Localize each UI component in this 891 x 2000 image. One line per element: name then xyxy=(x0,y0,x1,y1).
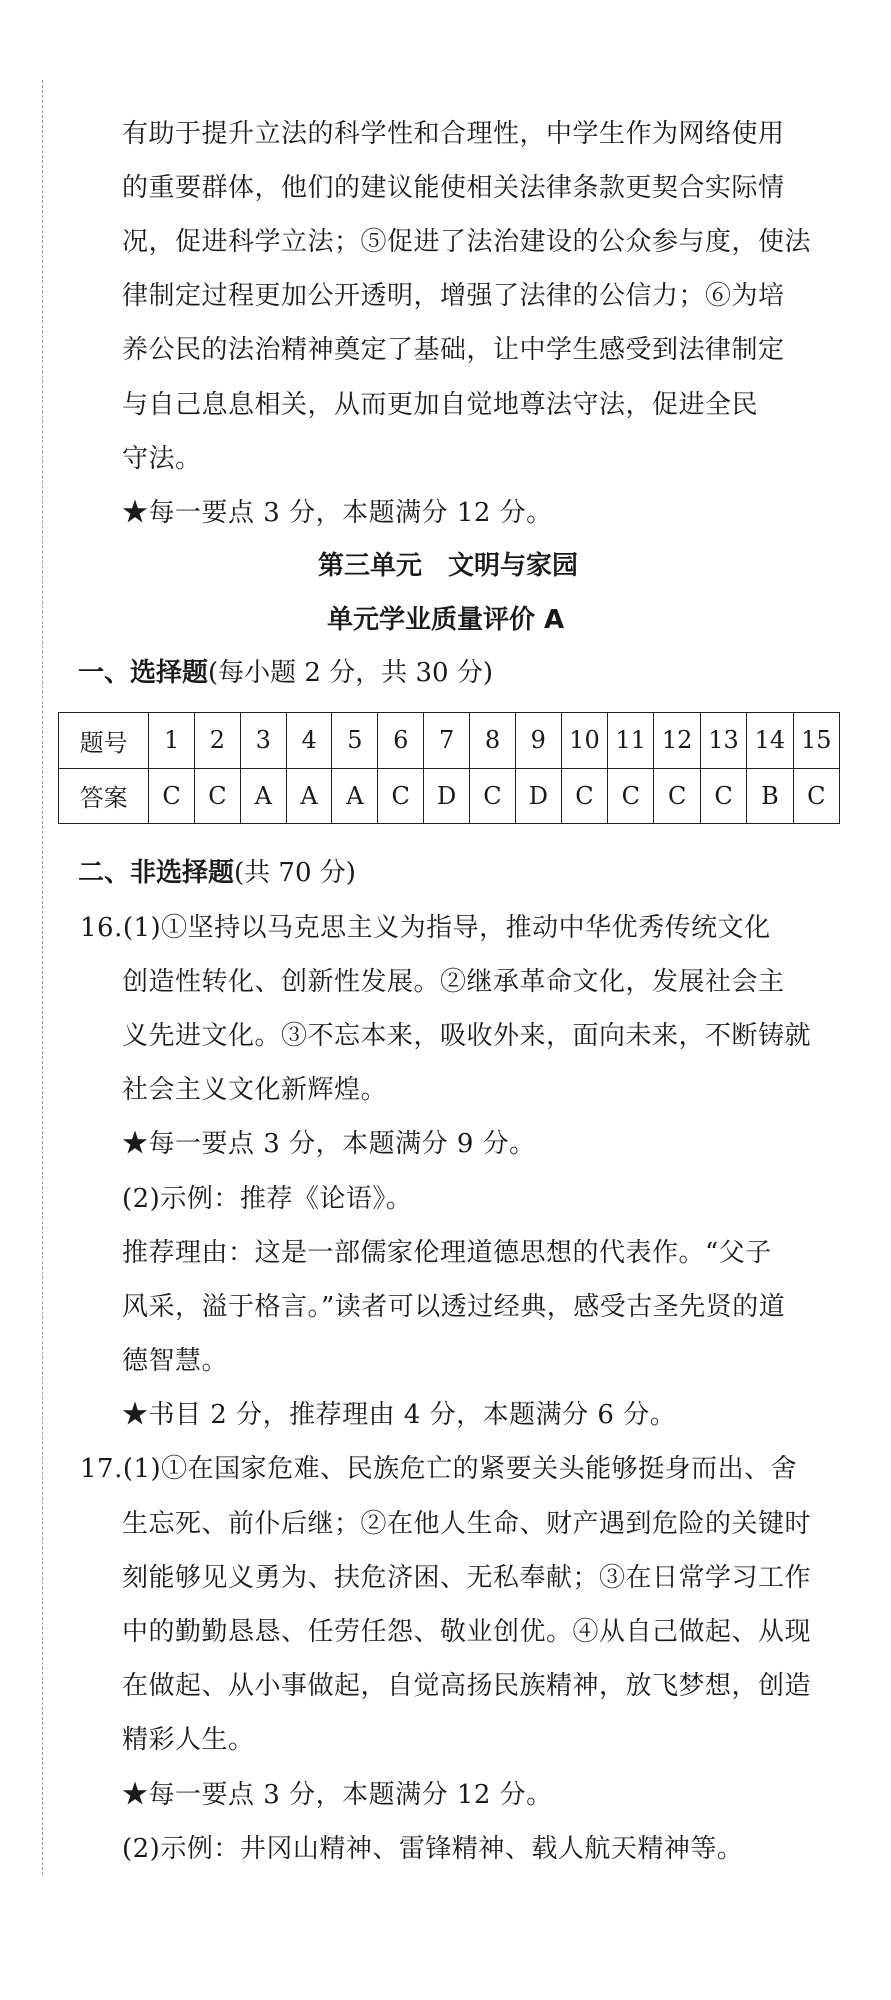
question-number-cell: 3 xyxy=(240,713,286,769)
question-number-cell: 2 xyxy=(195,713,241,769)
table-row-label: 答案 xyxy=(59,768,149,824)
text-line: 养公民的法治精神奠定了基础，让中学生感受到法律制定 xyxy=(122,335,785,365)
section-note: (共 70 分) xyxy=(234,858,356,888)
answer-cell: C xyxy=(654,768,700,824)
text-line: 律制定过程更加公开透明，增强了法律的公信力；⑥为培 xyxy=(122,281,785,311)
question-number-cell: 4 xyxy=(286,713,332,769)
answer-cell: D xyxy=(515,768,561,824)
table-row-numbers xyxy=(59,713,840,769)
question-number-cell: 12 xyxy=(654,713,700,769)
q16-line: 16.(1)①坚持以马克思主义为指导，推动中华优秀传统文化 xyxy=(80,913,771,943)
question-number-cell: 14 xyxy=(747,713,793,769)
section-note: (每小题 2 分，共 30 分) xyxy=(208,658,493,688)
answer-cell: C xyxy=(378,768,424,824)
section-title: 一、选择题 xyxy=(78,658,209,688)
answer-cell: A xyxy=(240,768,286,824)
table-row-label: 题号 xyxy=(59,713,149,769)
answer-table xyxy=(58,712,840,824)
answer-cell: D xyxy=(424,768,470,824)
q17-line: 中的勤勤恳恳、任劳任怨、敬业创优。④从自己做起、从现 xyxy=(122,1617,812,1647)
text-line: 与自己息息相关，从而更加自觉地尊法守法，促进全民 xyxy=(122,390,759,420)
question-number-cell: 5 xyxy=(332,713,378,769)
text-line: 有助于提升立法的科学性和合理性，中学生作为网络使用 xyxy=(122,119,785,149)
question-number-cell: 8 xyxy=(470,713,516,769)
question-number-cell: 11 xyxy=(608,713,654,769)
text-line: 的重要群体，他们的建议能使相关法律条款更契合实际情 xyxy=(122,173,785,203)
question-number-cell: 10 xyxy=(561,713,607,769)
question-number-cell: 7 xyxy=(424,713,470,769)
q16-line: 义先进文化。③不忘本来，吸收外来，面向未来，不断铸就 xyxy=(122,1021,812,1051)
answer-cell: C xyxy=(608,768,654,824)
q16-line: 社会主义文化新辉煌。 xyxy=(122,1075,388,1105)
score-note: ★每一要点 3 分，本题满分 12 分。 xyxy=(122,1780,553,1810)
q17-line: 在做起、从小事做起，自觉高扬民族精神，放飞梦想，创造 xyxy=(122,1671,812,1701)
q17-line: 精彩人生。 xyxy=(122,1725,255,1755)
answer-cell: C xyxy=(700,768,746,824)
q16-line: 创造性转化、创新性发展。②继承革命文化，发展社会主 xyxy=(122,967,785,997)
reason-line: 推荐理由：这是一部儒家伦理道德思想的代表作。“父子 xyxy=(122,1238,772,1268)
answer-cell: C xyxy=(149,768,195,824)
text-line: 守法。 xyxy=(122,444,202,474)
answer-cell: C xyxy=(793,768,839,824)
q17-line: 刻能够见义勇为、扶危济困、无私奉献；③在日常学习工作 xyxy=(122,1563,812,1593)
q17-line: 17.(1)①在国家危难、民族危亡的紧要关头能够挺身而出、舍 xyxy=(80,1454,798,1484)
section-title: 二、非选择题 xyxy=(78,858,235,888)
section-heading-nonchoice xyxy=(78,856,356,890)
answer-cell: C xyxy=(470,768,516,824)
reason-line: 风采，溢于格言。”读者可以透过经典，感受古圣先贤的道 xyxy=(122,1292,786,1322)
q16-part2: (2)示例：推荐《论语》。 xyxy=(122,1184,413,1214)
q17-line: 生忘死、前仆后继；②在他人生命、财产遇到危险的关键时 xyxy=(122,1509,812,1539)
question-number-cell: 15 xyxy=(793,713,839,769)
section-heading-choice xyxy=(78,656,493,690)
question-number-cell: 6 xyxy=(378,713,424,769)
answer-cell: B xyxy=(747,768,793,824)
question-number-cell: 1 xyxy=(149,713,195,769)
answer-cell: C xyxy=(195,768,241,824)
question-number-cell: 9 xyxy=(515,713,561,769)
score-note: ★每一要点 3 分，本题满分 9 分。 xyxy=(122,1129,536,1159)
binding-margin-line xyxy=(42,80,43,1875)
question-number-cell: 13 xyxy=(700,713,746,769)
table-row-answers xyxy=(59,768,840,824)
evaluation-title: 单元学业质量评价 A xyxy=(327,605,565,635)
score-note: ★书目 2 分，推荐理由 4 分，本题满分 6 分。 xyxy=(122,1400,677,1430)
reason-line: 德智慧。 xyxy=(122,1346,229,1376)
answer-cell: C xyxy=(561,768,607,824)
score-note: ★每一要点 3 分，本题满分 12 分。 xyxy=(122,498,553,528)
unit-title: 第三单元 文明与家园 xyxy=(318,551,579,581)
text-line: 况，促进科学立法；⑤促进了法治建设的公众参与度，使法 xyxy=(122,227,812,257)
answer-cell: A xyxy=(332,768,378,824)
answer-cell: A xyxy=(286,768,332,824)
q17-part2: (2)示例：井冈山精神、雷锋精神、载人航天精神等。 xyxy=(122,1834,744,1864)
